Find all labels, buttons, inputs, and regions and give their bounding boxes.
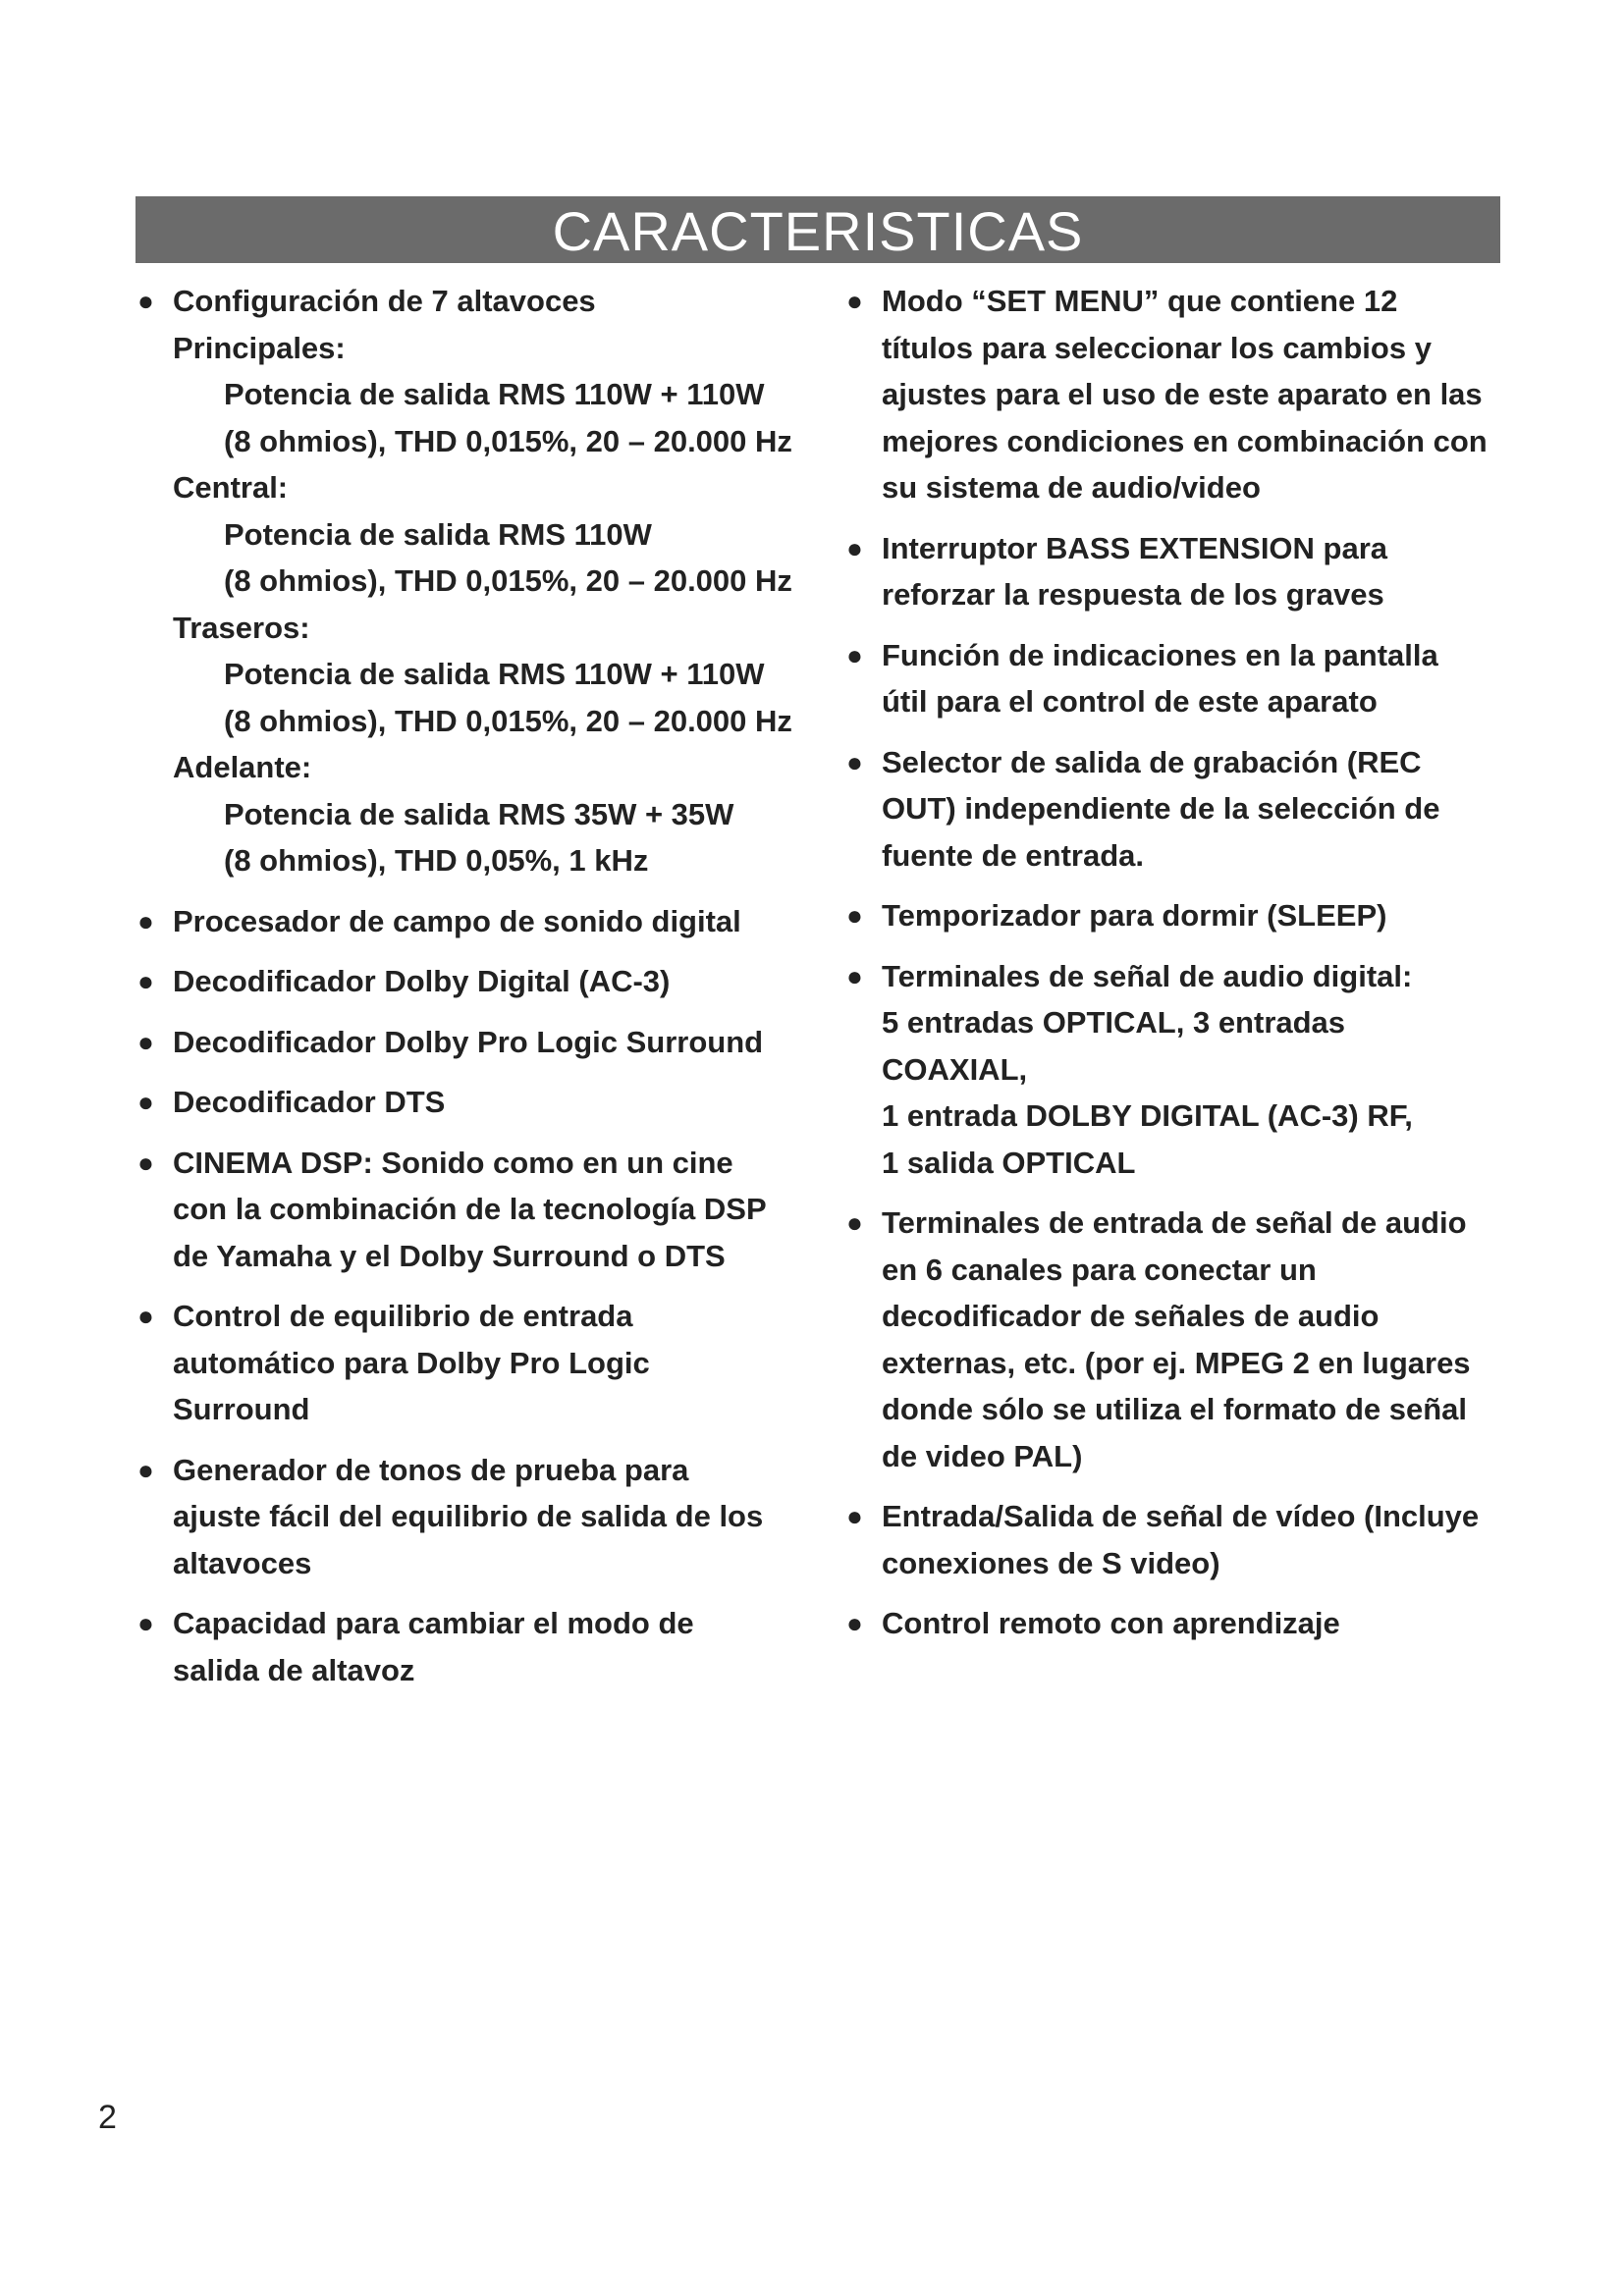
feature-line: decodificador de señales de audio	[882, 1299, 1380, 1333]
spec-line: Potencia de salida RMS 110W + 110W	[224, 657, 765, 691]
feature-line: Decodificador DTS	[173, 1085, 446, 1119]
feature-item	[134, 898, 821, 945]
feature-line: útil para el control de este aparato	[882, 684, 1378, 719]
feature-line: Surround	[173, 1392, 310, 1426]
feature-line: títulos para seleccionar los cambios y	[882, 330, 1432, 365]
feature-item	[134, 1079, 821, 1126]
bullet-icon: ●	[137, 1608, 154, 1638]
feature-line: Entrada/Salida de señal de vídeo (Incluye	[882, 1499, 1480, 1533]
bullet-icon: ●	[846, 900, 863, 931]
spec-group-label: Adelante:	[173, 750, 312, 784]
feature-line: altavoces	[173, 1545, 312, 1580]
feature-line: Control remoto con aprendizaje	[882, 1606, 1340, 1640]
feature-line: ajuste fácil del equilibrio de salida de los	[173, 1499, 764, 1533]
bullet-icon: ●	[846, 286, 863, 316]
spec-line: (8 ohmios), THD 0,015%, 20 – 20.000 Hz	[224, 703, 792, 738]
feature-line: 1 entrada DOLBY DIGITAL (AC-3) RF,	[882, 1098, 1413, 1133]
feature-line: Selector de salida de grabación (REC	[882, 744, 1422, 779]
feature-item	[842, 739, 1520, 880]
feature-line: de video PAL)	[882, 1438, 1083, 1473]
feature-item	[842, 1200, 1520, 1479]
feature-item-speaker-config	[134, 278, 821, 884]
bullet-icon: ●	[846, 1608, 863, 1638]
section-header-bar	[135, 196, 1500, 263]
feature-item	[134, 1140, 821, 1280]
feature-item	[842, 1600, 1520, 1647]
bullet-icon: ●	[137, 1147, 154, 1178]
feature-item	[842, 278, 1520, 511]
spec-line: (8 ohmios), THD 0,015%, 20 – 20.000 Hz	[224, 563, 792, 598]
feature-line: de Yamaha y el Dolby Surround o DTS	[173, 1238, 726, 1273]
feature-line: en 6 canales para conectar un	[882, 1252, 1317, 1287]
feature-line: automático para Dolby Pro Logic	[173, 1345, 650, 1380]
feature-item	[134, 1600, 821, 1693]
feature-item	[842, 1493, 1520, 1586]
feature-line: Temporizador para dormir (SLEEP)	[882, 898, 1387, 933]
bullet-icon: ●	[137, 1026, 154, 1057]
feature-line: con la combinación de la tecnología DSP	[173, 1192, 767, 1226]
spec-group-label: Central:	[173, 470, 289, 505]
feature-line: Terminales de señal de audio digital:	[882, 958, 1413, 993]
feature-line: Terminales de entrada de señal de audio	[882, 1205, 1467, 1240]
feature-line: 1 salida OPTICAL	[882, 1145, 1136, 1180]
bullet-icon: ●	[137, 1301, 154, 1331]
bullet-icon: ●	[137, 905, 154, 936]
feature-item	[134, 1293, 821, 1433]
feature-line: CINEMA DSP: Sonido como en un cine	[173, 1145, 733, 1180]
spec-group-label: Principales:	[173, 330, 346, 365]
feature-line: COAXIAL,	[882, 1051, 1028, 1087]
spec-line: (8 ohmios), THD 0,05%, 1 kHz	[224, 843, 649, 878]
bullet-icon: ●	[137, 1454, 154, 1485]
bullet-icon: ●	[846, 960, 863, 991]
feature-line: Función de indicaciones en la pantalla	[882, 637, 1438, 672]
feature-line: Procesador de campo de sonido digital	[173, 903, 741, 938]
page-number: 2	[98, 2099, 117, 2136]
spec-line: Potencia de salida RMS 110W + 110W	[224, 377, 765, 411]
bullet-icon: ●	[137, 1087, 154, 1117]
spec-line: (8 ohmios), THD 0,015%, 20 – 20.000 Hz	[224, 423, 792, 458]
feature-line: reforzar la respuesta de los graves	[882, 577, 1384, 612]
bullet-icon: ●	[846, 1207, 863, 1238]
feature-line: salida de altavoz	[173, 1652, 415, 1687]
feature-item	[842, 525, 1520, 618]
bullet-icon: ●	[137, 286, 154, 316]
feature-line: Decodificador Dolby Pro Logic Surround	[173, 1024, 764, 1059]
feature-line: Generador de tonos de prueba para	[173, 1452, 689, 1487]
feature-item	[842, 632, 1520, 725]
feature-line: Interruptor BASS EXTENSION para	[882, 530, 1388, 565]
bullet-icon: ●	[846, 639, 863, 670]
feature-line: 5 entradas OPTICAL, 3 entradas	[882, 1005, 1346, 1040]
features-right-column	[842, 278, 1520, 1661]
feature-line: donde sólo se utiliza el formato de señal	[882, 1392, 1468, 1426]
spec-group-label: Traseros:	[173, 610, 310, 645]
bullet-icon: ●	[846, 532, 863, 563]
feature-item	[842, 953, 1520, 1187]
feature-line: Control de equilibrio de entrada	[173, 1299, 633, 1333]
feature-line: Decodificador Dolby Digital (AC-3)	[173, 964, 671, 998]
spec-line: Potencia de salida RMS 110W	[224, 516, 652, 552]
spec-line: Potencia de salida RMS 35W + 35W	[224, 796, 734, 831]
feature-line: fuente de entrada.	[882, 837, 1144, 873]
section-title: CARACTERISTICAS	[552, 200, 1084, 262]
feature-title: Configuración de 7 altavoces	[173, 284, 596, 318]
feature-item	[134, 1447, 821, 1587]
feature-line: mejores condiciones en combinación con	[882, 423, 1488, 458]
feature-line: su sistema de audio/video	[882, 470, 1261, 505]
bullet-icon: ●	[846, 1501, 863, 1531]
bullet-icon: ●	[137, 966, 154, 996]
feature-line: OUT) independiente de la selección de	[882, 791, 1440, 826]
features-left-column	[134, 278, 821, 1707]
feature-line: externas, etc. (por ej. MPEG 2 en lugares	[882, 1345, 1471, 1380]
feature-item	[134, 958, 821, 1005]
bullet-icon: ●	[846, 746, 863, 777]
feature-line: conexiones de S video)	[882, 1545, 1220, 1580]
feature-line: ajustes para el uso de este aparato en las	[882, 377, 1483, 411]
feature-item	[134, 1019, 821, 1066]
feature-line: Modo “SET MENU” que contiene 12	[882, 284, 1398, 318]
feature-line: Capacidad para cambiar el modo de	[173, 1606, 694, 1640]
feature-item	[842, 892, 1520, 939]
